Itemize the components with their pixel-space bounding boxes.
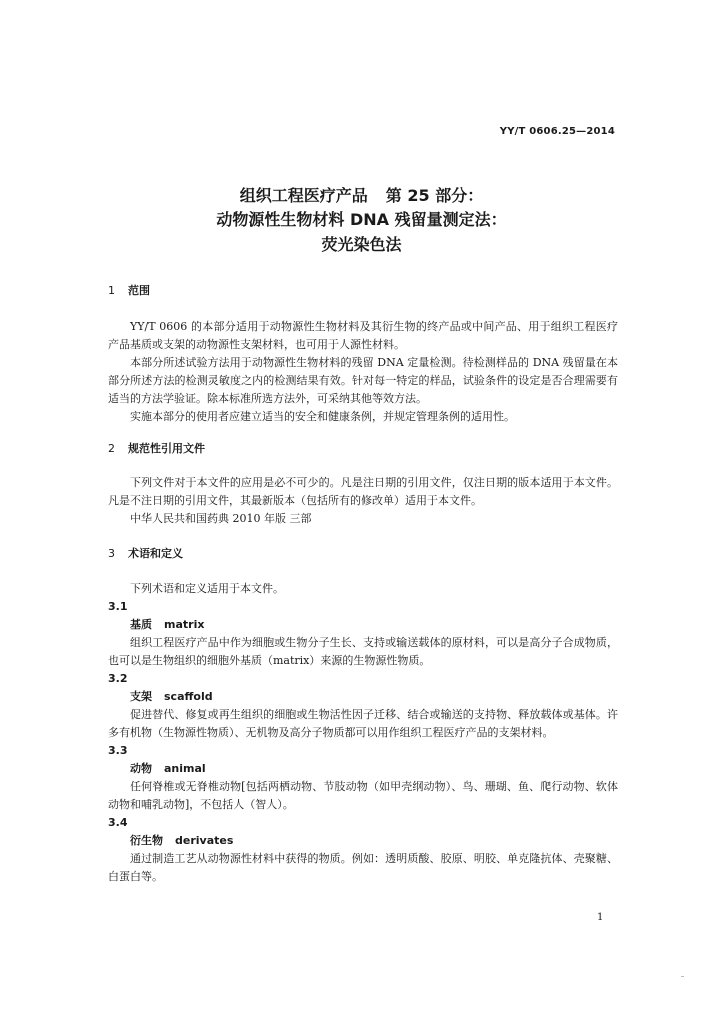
section-2-number: 2 [108, 442, 115, 455]
term-zh: 基质 [130, 618, 152, 631]
term-en: derivates [175, 834, 234, 847]
term-definition: 任何脊椎或无脊椎动物[包括两栖动物、节肢动物（如甲壳纲动物）、鸟、珊瑚、鱼、爬行动物、软体动物和哺乳动物]，不包括人（智人）。 [108, 780, 618, 811]
section-3-heading [108, 545, 618, 563]
section-1-number: 1 [108, 284, 115, 297]
term-heading [108, 760, 618, 778]
title-line-1 [0, 183, 723, 206]
term-heading [108, 616, 618, 634]
section-2-paragraph-2: 中华人民共和国药典 2010 年版 三部 [130, 512, 312, 525]
section-1-paragraph-2: 本部分所述试验方法用于动物源性生物材料的残留 DNA 定量检测。待检测样品的 DNA 残留量在本部分所述方法的检测灵敏度之内的检测结果有效。针对每一特定的样品，试验条件的设定是否合理需要有适当的方法学验证。除本标准所选方法外，可采纳其他等效方法。 [108, 356, 618, 405]
term-heading [108, 688, 618, 706]
term-zh: 支架 [130, 690, 152, 703]
term-definition: 促进替代、修复或再生组织的细胞或生物活性因子迁移、结合或输送的支持物、释放载体或基体。许多有机物（生物源性物质）、无机物及高分子物质都可以用作组织工程医疗产品的支架材料。 [108, 708, 618, 739]
section-2-title: 规范性引用文件 [128, 442, 205, 455]
title-line-1-part-b: 第 25 部分： [385, 186, 484, 205]
section-3-title: 术语和定义 [128, 547, 183, 560]
term-zh: 动物 [130, 762, 152, 775]
term-heading [108, 832, 618, 850]
term-en: matrix [164, 618, 205, 631]
section-2-heading [108, 440, 618, 458]
term-number: 3.2 [108, 672, 128, 685]
term-en: scaffold [164, 690, 213, 703]
section-2-paragraph-1: 下列文件对于本文件的应用是必不可少的。凡是注日期的引用文件，仅注日期的版本适用于本文件。凡是不注日期的引用文件，其最新版本（包括所有的修改单）适用于本文件。 [108, 476, 618, 507]
title-line-2: 动物源性生物材料 DNA 残留量测定法： [216, 210, 507, 229]
term-zh: 衍生物 [130, 834, 163, 847]
section-1-paragraph-3: 实施本部分的使用者应建立适当的安全和健康条例，并规定管理条例的适用性。 [130, 410, 515, 423]
section-1-title: 范围 [128, 284, 150, 297]
section-3-body [108, 580, 618, 886]
term-definition: 组织工程医疗产品中作为细胞或生物分子生长、支持或输送载体的原材料，可以是高分子合成物质，也可以是生物组织的细胞外基质（matrix）来源的生物源性物质。 [108, 636, 618, 667]
term-number: 3.1 [108, 600, 128, 613]
term-definition: 通过制造工艺从动物源性材料中获得的物质。例如：透明质酸、胶原、明胶、单克隆抗体、壳聚糖、白蛋白等。 [108, 852, 618, 883]
section-1-heading [108, 282, 618, 300]
standard-number: YY/T 0606.25—2014 [499, 126, 615, 137]
section-1-paragraph-1: YY/T 0606 的本部分适用于动物源性生物材料及其衍生物的终产品或中间产品、用于组织工程医疗产品基质或支架的动物源性支架材料，也可用于人源性材料。 [108, 320, 618, 351]
scan-mark [681, 976, 684, 977]
term-number: 3.4 [108, 816, 128, 829]
title-line-3: 荧光染色法 [321, 235, 402, 254]
term-number: 3.3 [108, 744, 128, 757]
section-1 [108, 282, 618, 300]
term-en: animal [164, 762, 206, 775]
section-1-body [108, 318, 618, 426]
page-number: 1 [597, 912, 604, 923]
section-3-number: 3 [108, 547, 115, 560]
section-2 [108, 440, 618, 458]
section-2-body [108, 474, 618, 528]
section-3-intro: 下列术语和定义适用于本文件。 [130, 582, 284, 595]
title-line-1-part-a: 组织工程医疗产品 [239, 186, 368, 205]
section-3 [108, 545, 618, 563]
